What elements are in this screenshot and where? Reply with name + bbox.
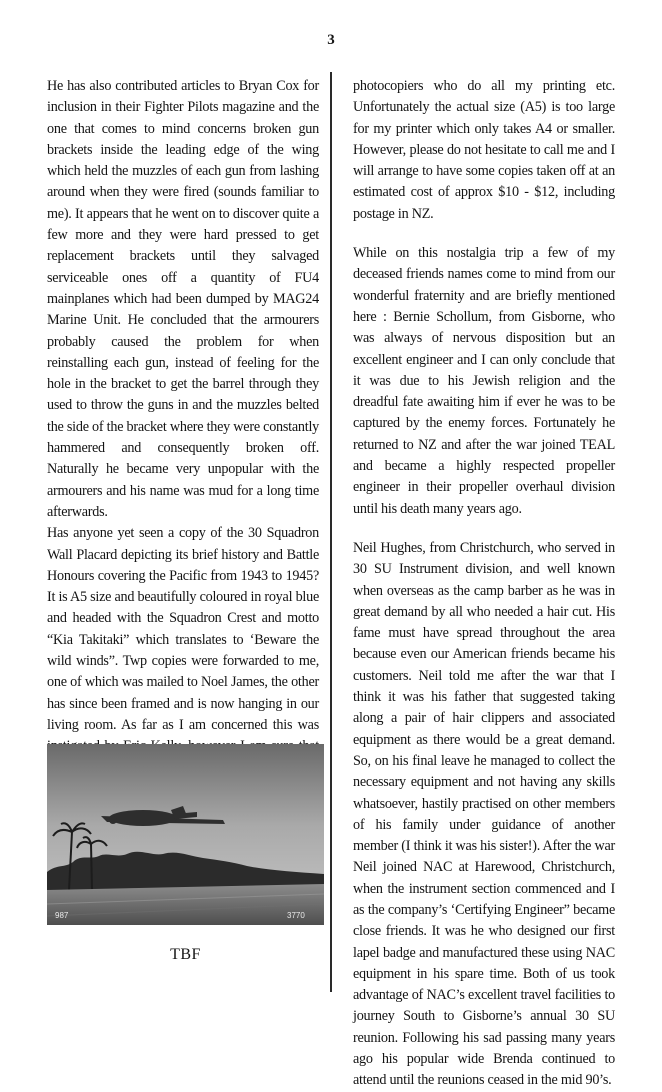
column-divider <box>330 72 332 992</box>
aircraft-photo <box>47 744 324 925</box>
right-column <box>353 76 615 1092</box>
photo-caption: TBF <box>170 946 201 963</box>
left-column <box>47 76 319 821</box>
paragraph-wall-placard: Has anyone yet seen a copy of the 30 Squadron Wall Placard depicting its brief history and Battle Honours covering the Pacific from 1943 to 1945? It is A5 size and beautifully coloured in royal blue and headed with the Squadron Crest and motto “Kia Takitaki” which translates to ‘Beware the wild winds”. Twp copies were forwarded to me, one of which was mailed to Noel James, the other has since been framed and is now hanging in our living room. As far as I am concerned this was <box>47 525 319 733</box>
paragraph-gun-brackets: He has also contributed articles to Bryan Cox for inclusion in their Fighter Pilots magazine and the one that comes to mind concerns broken gun brackets inside the leading edge of the wing which held the muzzles of each gun from lashing around when they were fired (sounds familiar to me). It appears that he went on to discover quite a few more and they were hard pressed to get replacement brackets until they salvaged serviceable ones off a quantity of FU4 mainplanes which had been dumped by MAG24 Marine Unit. He concluded that the armourers probably caused the problem for when reinstalling each gun, instead of feeling for the hole in the bracket to get the barrel through they used to throw the guns in and the muzzles belted the side of the bracket where they were constantly hammered and consequently broken off. Naturally he became very unpopular with the armourers and his name was mud for a long time afterwards. <box>47 78 319 520</box>
paragraph-bernie-schollum: While on this nostalgia trip a few of my deceased friends names come to mind from our wonderful fraternity and are briefly mentioned here : Bernie Schollum, from Gisborne, who was always of nervous disposition but an excellent engineer and I can only conclude that it was due to his Jewish religion and the dreadful fate awaiting him if ever he was to be captured by the enemy forces. Fortunately he returned to NZ and after the war joined TEAL and became a highly respected propeller engineer in their propeller overhaul division until his death many years ago. <box>353 245 615 517</box>
tbf-aircraft-image <box>47 744 324 925</box>
page-number: 3 <box>327 32 335 48</box>
paragraph-neil-hughes: Neil Hughes, from Christchurch, who served in 30 SU Instrument division, and well known when overseas as the camp barber as he was in great demand by all who needed a hair cut. His fame must have spread throughout the area because even our American friends became his customers. Neil told me after the war that I think it was his father that suggested taking along a pair of hair clippers and associated equipment as there would be a great demand. So, on his final leave he managed to collect the necessary equipment and not having any skills whatsoever, hastily practised on other members of his family under guidance of another member (I think it was his sister!). After the war Neil joined NAC at Harewood, Christchurch, when the instrument section commenced and I as the company’s ‘Certifying Engineer” became close friends. It was he who designed our first lapel badge and manufactured these using NAC equipment in his spare time. Both of us took advantage of NAC’s excellent travel facilities to journey South to Gisborne’s annual 30 SU reunion. Following his sad passing many years ago his popular wide Brenda continued to attend until the reunions ceased in the mid 90’s. <box>353 539 615 1089</box>
paragraph-photocopiers: photocopiers who do all my printing etc. Unfortunately the actual size (A5) is too large for my printer which only takes A4 or smaller. However, please do not hesitate to call me and I will arrange to have some copies taken off at an estimated cost of approx $10 - $12, including postage in NZ. <box>353 78 615 222</box>
photo-marking-right: 3770 <box>287 911 305 920</box>
photo-marking-left: 987 <box>55 911 69 920</box>
